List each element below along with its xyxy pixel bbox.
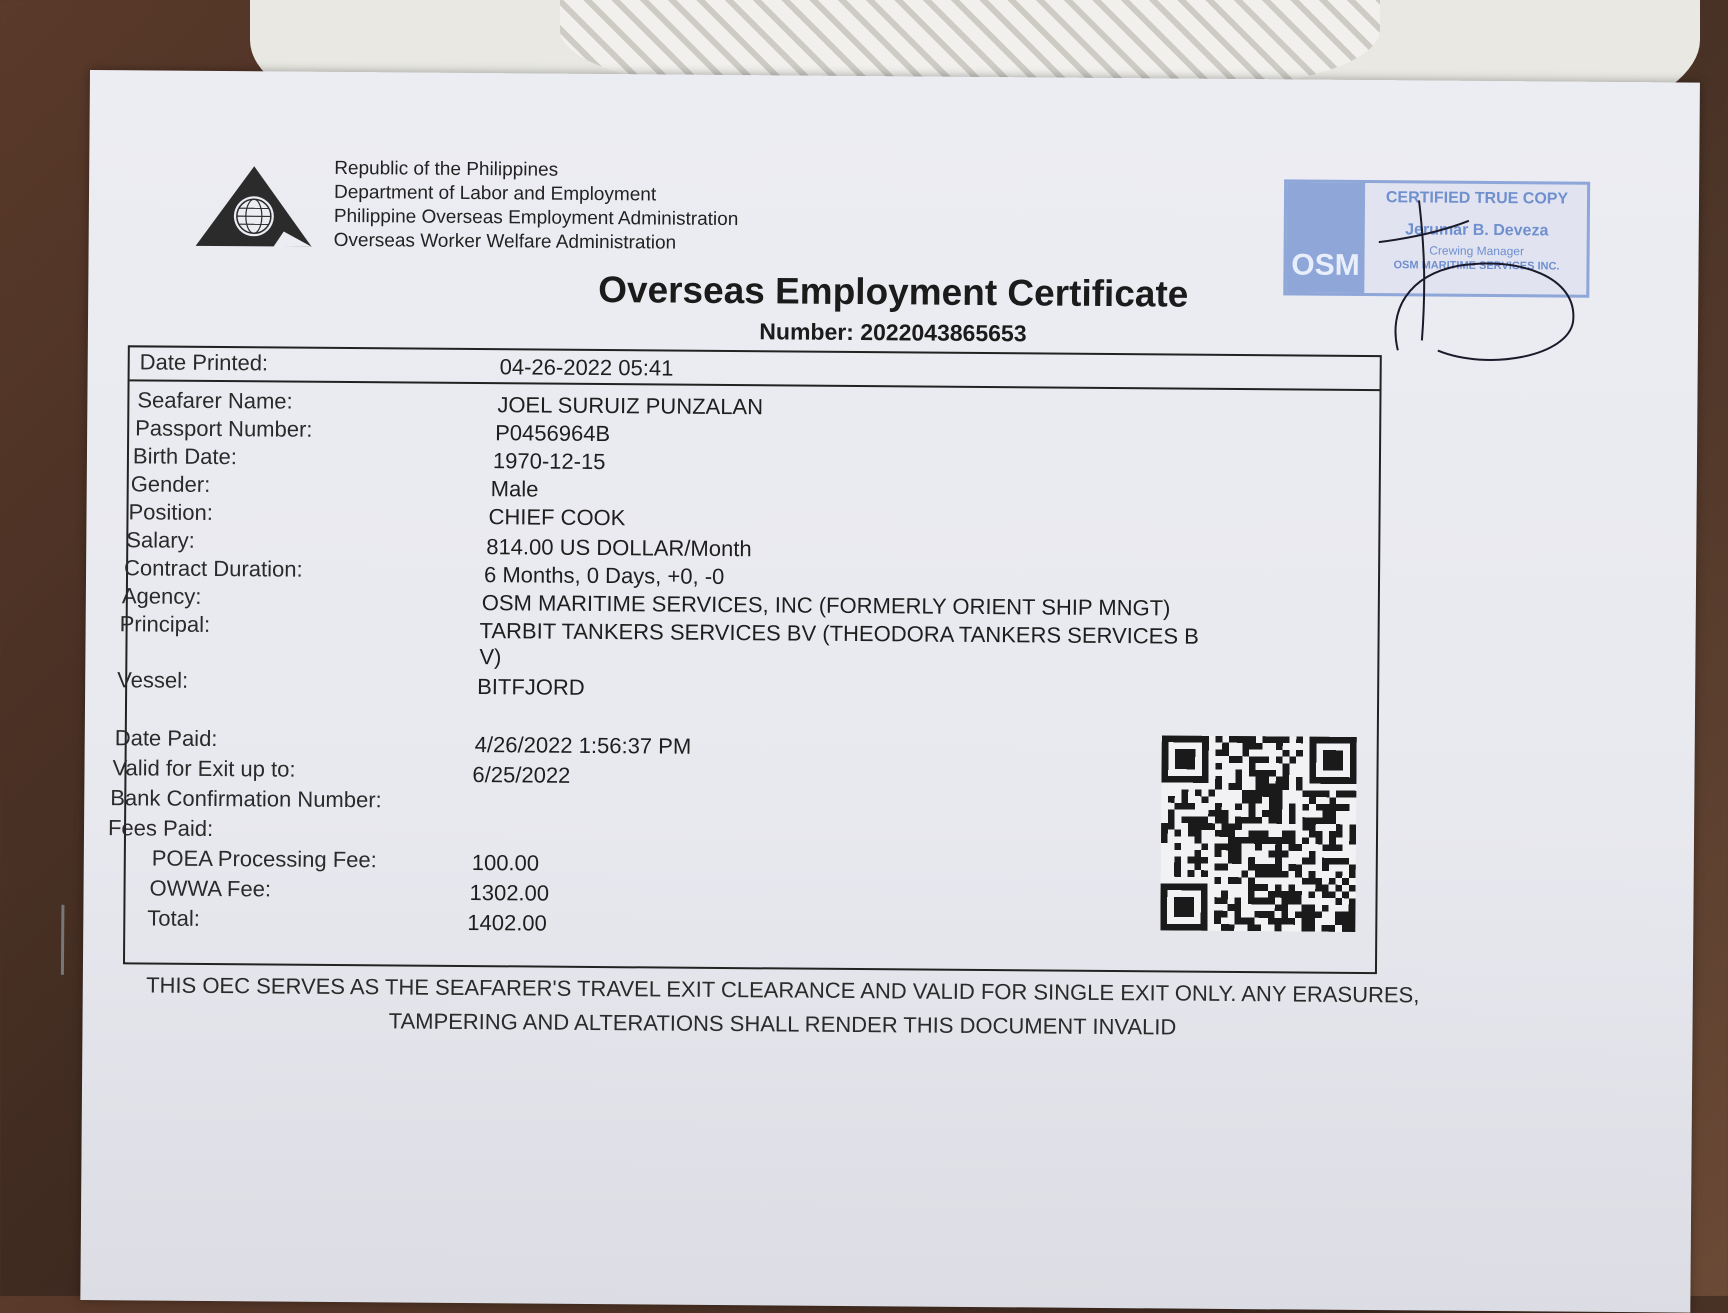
validity-notice	[82, 968, 1482, 1047]
stamp-signatory-name: Jerumar B. Deveza	[1372, 221, 1582, 241]
agency-value: OSM MARITIME SERVICES, INC (FORMERLY ORIENT SHIP MNGT)	[482, 590, 1171, 621]
date-printed-row	[130, 347, 1380, 391]
fees-paid-label: Fees Paid:	[108, 815, 213, 842]
date-printed-value: 04-26-2022 05:41	[500, 354, 674, 381]
salary-value: 814.00 US DOLLAR/Month	[486, 534, 752, 562]
contract-duration-label: Contract Duration:	[124, 555, 303, 582]
header-line-poea: Philippine Overseas Employment Administration	[334, 205, 739, 232]
header-line-republic: Republic of the Philippines	[334, 157, 739, 184]
gender-label: Gender:	[131, 471, 211, 498]
principal-label: Principal:	[120, 611, 211, 638]
contract-duration-value: 6 Months, 0 Days, +0, -0	[484, 562, 724, 590]
owwa-fee-value: 1302.00	[469, 880, 549, 907]
stamp-company: OSM MARITIME SERVICES INC.	[1371, 259, 1581, 273]
poea-triangle-logo	[194, 161, 315, 252]
total-label: Total:	[147, 905, 200, 931]
total-value: 1402.00	[467, 910, 547, 937]
stamp-signatory-title: Crewing Manager	[1372, 243, 1582, 259]
osm-stamp-logo: OSM	[1286, 182, 1365, 293]
poea-fee-label: POEA Processing Fee:	[152, 846, 377, 874]
date-paid-label: Date Paid:	[115, 725, 218, 752]
stamp-certified-text: CERTIFIED TRUE COPY	[1372, 189, 1582, 209]
certificate-number: Number: 2022043865653	[88, 313, 1698, 353]
staple	[61, 905, 65, 975]
seafarer-name-label: Seafarer Name:	[137, 387, 292, 414]
certificate-paper	[80, 70, 1700, 1313]
qr-code	[1160, 735, 1357, 932]
certificate-details-box	[123, 345, 1382, 974]
vessel-label: Vessel:	[117, 667, 188, 694]
date-paid-value: 4/26/2022 1:56:37 PM	[475, 732, 692, 760]
passport-number-value: P0456964B	[495, 420, 610, 447]
owwa-fee-label: OWWA Fee:	[149, 875, 271, 902]
position-label: Position:	[128, 499, 213, 526]
valid-for-exit-label: Valid for Exit up to:	[112, 755, 295, 782]
valid-for-exit-value: 6/25/2022	[472, 762, 570, 789]
seafarer-name-value: JOEL SURUIZ PUNZALAN	[497, 392, 763, 420]
date-printed-label: Date Printed:	[140, 349, 269, 376]
gender-value: Male	[491, 476, 539, 502]
passport-number-label: Passport Number:	[135, 415, 312, 442]
vessel-value: BITFJORD	[477, 674, 585, 701]
agency-label: Agency:	[122, 583, 202, 610]
certificate-title: Overseas Employment Certificate	[88, 265, 1698, 320]
bank-confirmation-label: Bank Confirmation Number:	[110, 785, 382, 813]
birth-date-value: 1970-12-15	[493, 448, 606, 475]
header-line-dole: Department of Labor and Employment	[334, 181, 739, 208]
salary-label: Salary:	[126, 527, 195, 554]
birth-date-label: Birth Date:	[133, 443, 237, 470]
agency-header	[334, 157, 739, 256]
principal-value-line1: TARBIT TANKERS SERVICES BV (THEODORA TANKERS SERVICES B	[480, 618, 1199, 650]
validity-notice-line2: TAMPERING AND ALTERATIONS SHALL RENDER THIS DOCUMENT INVALID	[82, 1002, 1482, 1047]
principal-value-line2: V)	[479, 644, 501, 670]
validity-notice-line1: THIS OEC SERVES AS THE SEAFARER'S TRAVEL EXIT CLEARANCE AND VALID FOR SINGLE EXIT ONLY. ANY ERASURES,	[83, 968, 1483, 1013]
poea-fee-value: 100.00	[472, 850, 539, 877]
position-value: CHIEF COOK	[488, 504, 625, 531]
header-line-owwa: Overseas Worker Welfare Administration	[334, 229, 739, 256]
